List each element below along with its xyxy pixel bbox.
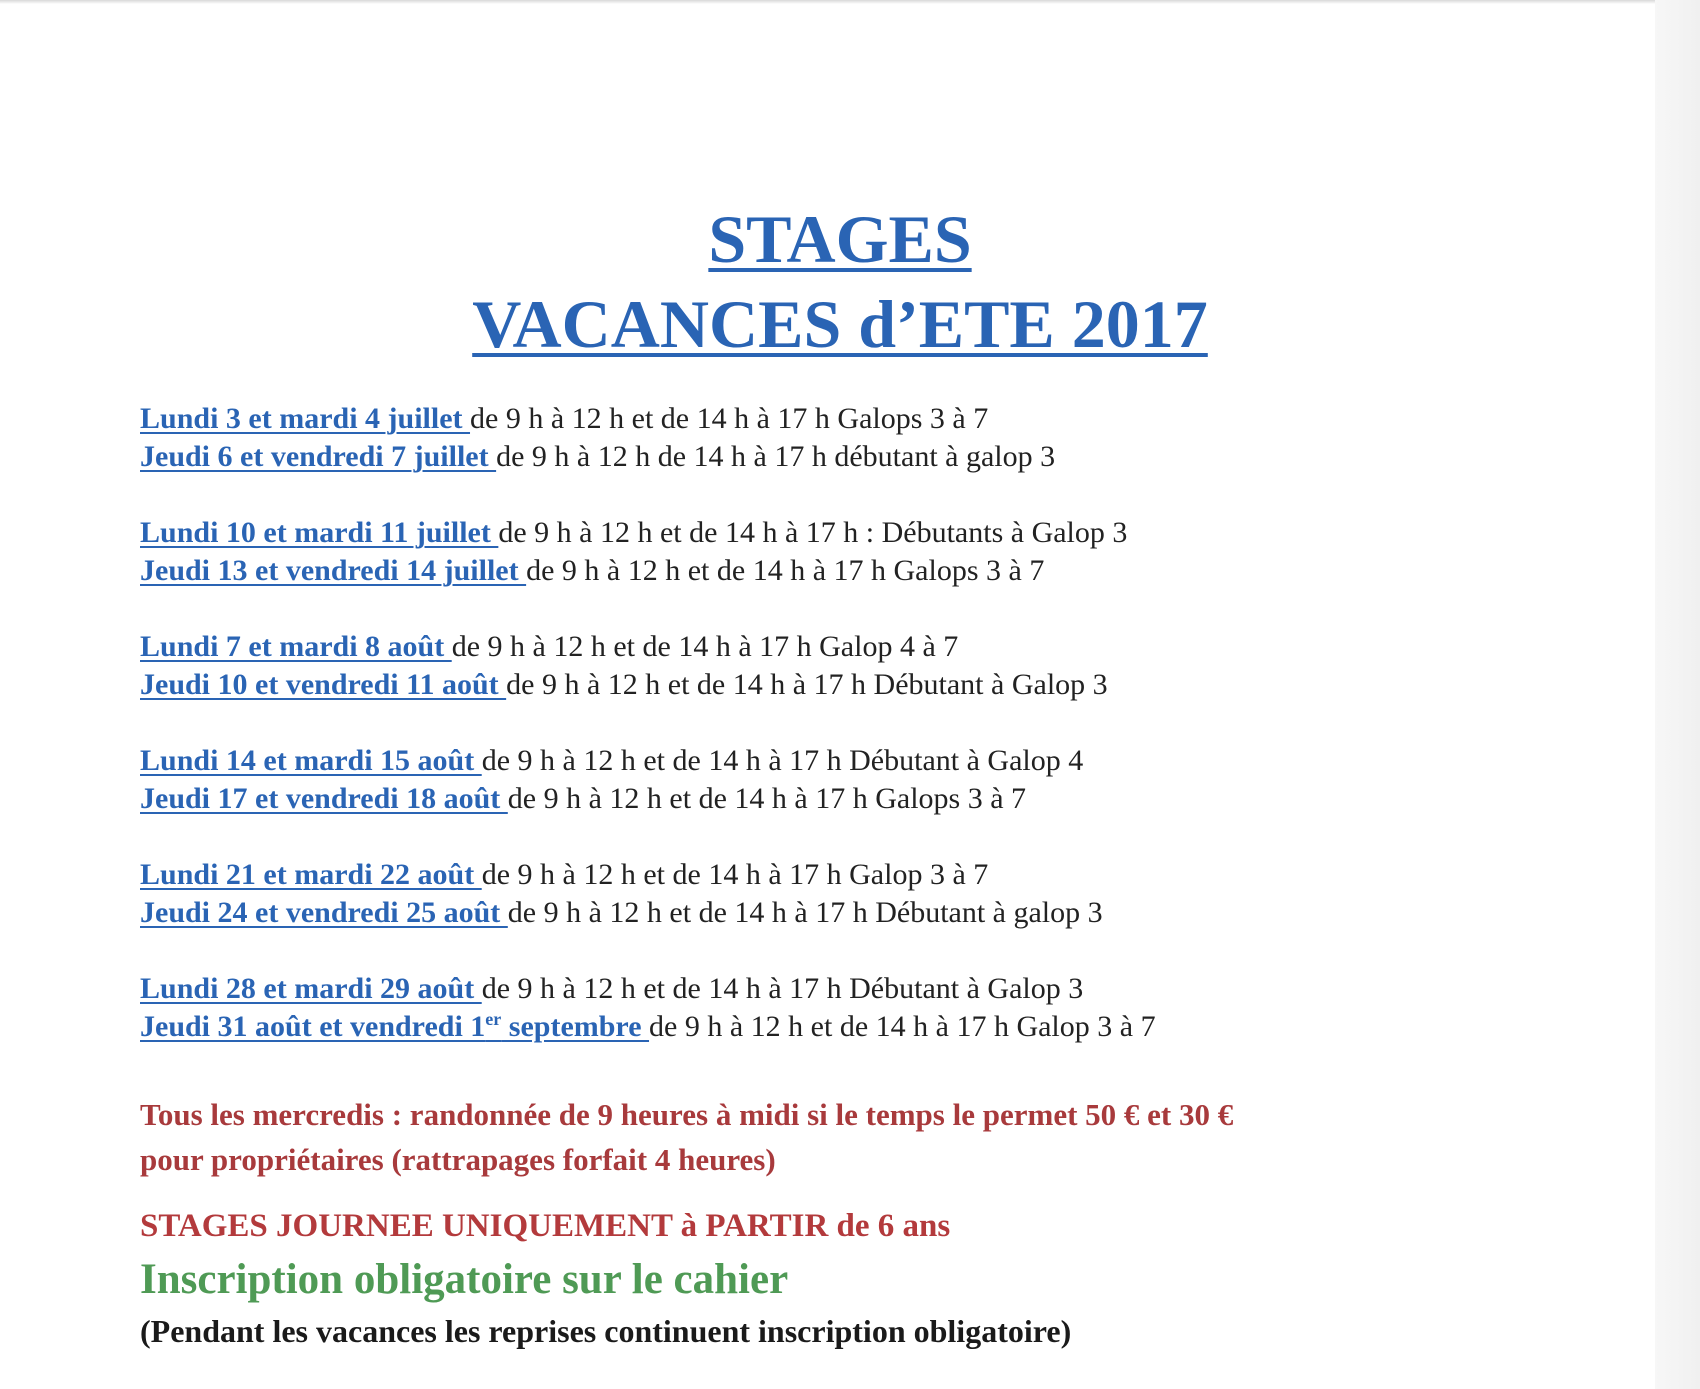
schedule-details: de 9 h à 12 h et de 14 h à 17 h Galops 3 à 7 (507, 782, 1027, 815)
schedule-date: Jeudi 17 et vendredi 18 août (140, 782, 508, 815)
schedule-details: de 9 h à 12 h de 14 h à 17 h débutant à galop 3 (496, 440, 1056, 473)
stages-journee-notice: STAGES JOURNEE UNIQUEMENT à PARTIR de 6 ans (140, 1208, 951, 1244)
schedule-date: Jeudi 24 et vendredi 25 août (140, 896, 508, 929)
schedule-date: Lundi 7 et mardi 8 août (140, 630, 452, 663)
wednesday-notice (140, 1092, 1540, 1182)
schedule-date-last (140, 1010, 649, 1043)
schedule-row (140, 1008, 1156, 1046)
schedule-list (140, 400, 1156, 1084)
schedule-group (140, 400, 1156, 476)
schedule-row (140, 514, 1156, 552)
schedule-row (140, 400, 1156, 438)
schedule-date: Lundi 21 et mardi 22 août (140, 858, 482, 891)
schedule-details: de 9 h à 12 h et de 14 h à 17 h Débutant à Galop 4 (481, 744, 1084, 777)
schedule-row (140, 552, 1156, 590)
schedule-group (140, 628, 1156, 704)
schedule-date: Jeudi 13 et vendredi 14 juillet (140, 554, 527, 587)
schedule-details: de 9 h à 12 h et de 14 h à 17 h Galops 3 à 7 (470, 402, 989, 435)
schedule-details: de 9 h à 12 h et de 14 h à 17 h Débutant à Galop 3 (506, 668, 1108, 701)
schedule-details: de 9 h à 12 h et de 14 h à 17 h : Débutants à Galop 3 (498, 516, 1128, 549)
schedule-group (140, 970, 1156, 1046)
schedule-row (140, 666, 1156, 704)
schedule-row (140, 894, 1156, 932)
schedule-row (140, 628, 1156, 666)
schedule-date-suffix: septembre (501, 1010, 650, 1043)
schedule-row (140, 780, 1156, 818)
schedule-group (140, 856, 1156, 932)
title-stages: STAGES (708, 201, 972, 277)
schedule-row (140, 970, 1156, 1008)
schedule-details: de 9 h à 12 h et de 14 h à 17 h Galop 3 à 7 (649, 1010, 1156, 1043)
schedule-date: Lundi 10 et mardi 11 juillet (140, 516, 499, 549)
schedule-details: de 9 h à 12 h et de 14 h à 17 h Débutant à Galop 3 (481, 972, 1084, 1005)
wednesday-notice-line1: Tous les mercredis : randonnée de 9 heures à midi si le temps le permet 50 € et 30 € (140, 1097, 1234, 1132)
schedule-details: de 9 h à 12 h et de 14 h à 17 h Galop 4 à 7 (451, 630, 959, 663)
schedule-date: Jeudi 6 et vendredi 7 juillet (140, 440, 497, 473)
schedule-group (140, 742, 1156, 818)
wednesday-notice-line2: pour propriétaires (rattrapages forfait 4 heures) (140, 1142, 776, 1177)
schedule-details: de 9 h à 12 h et de 14 h à 17 h Débutant à galop 3 (507, 896, 1103, 929)
schedule-details: de 9 h à 12 h et de 14 h à 17 h Galop 3 à 7 (481, 858, 989, 891)
schedule-date: Lundi 3 et mardi 4 juillet (140, 402, 471, 435)
schedule-date-prefix: Jeudi 31 août et vendredi 1 (140, 1010, 486, 1043)
schedule-row (140, 742, 1156, 780)
inscription-notice: Inscription obligatoire sur le cahier (140, 1256, 789, 1303)
schedule-row (140, 856, 1156, 894)
pendant-notice: (Pendant les vacances les reprises continuent inscription obligatoire) (140, 1313, 1072, 1349)
schedule-date: Lundi 28 et mardi 29 août (140, 972, 482, 1005)
scan-right-edge (1655, 0, 1700, 1389)
title-vacances: VACANCES d’ETE 2017 (472, 286, 1208, 362)
schedule-group (140, 514, 1156, 590)
schedule-date: Jeudi 10 et vendredi 11 août (140, 668, 507, 701)
scan-top-shadow (0, 0, 1655, 4)
schedule-details: de 9 h à 12 h et de 14 h à 17 h Galops 3 à 7 (526, 554, 1045, 587)
ordinal-superscript: er (485, 1009, 502, 1029)
schedule-row (140, 438, 1156, 476)
schedule-date: Lundi 14 et mardi 15 août (140, 744, 482, 777)
